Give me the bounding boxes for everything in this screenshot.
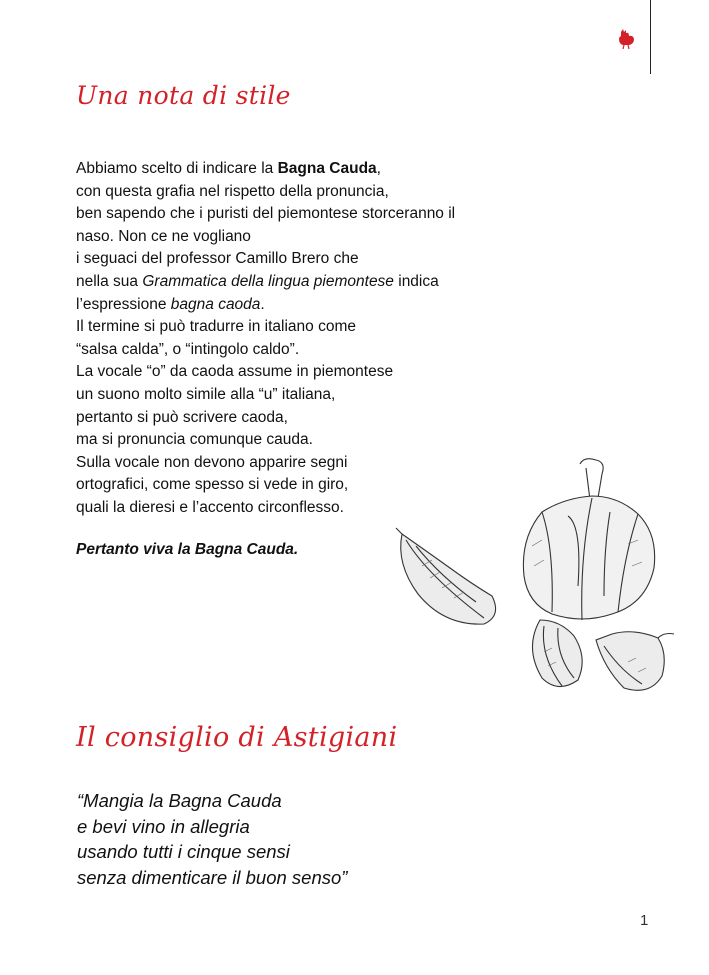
paragraph-line: ma si pronuncia comunque cauda. bbox=[76, 431, 313, 449]
section-title-style-note: Una nota di stile bbox=[76, 81, 291, 110]
paragraph-line: “salsa calda”, o “intingolo caldo”. bbox=[76, 340, 300, 358]
paragraph-line: i seguaci del professor Camillo Brero che bbox=[76, 250, 359, 268]
paragraph-line: naso. Non ce ne vogliano bbox=[76, 227, 251, 245]
quote-line: usando tutti i cinque sensi bbox=[77, 841, 290, 862]
paragraph-line: ortografici, come spesso si vede in giro, bbox=[76, 476, 349, 494]
paragraph-line: ben sapendo che i puristi del piemontese storceranno il bbox=[76, 205, 456, 223]
paragraph-line-1: Abbiamo scelto di indicare la Bagna Cauda, bbox=[76, 160, 381, 177]
paragraph-line-7: l’espressione bagna caoda. bbox=[76, 295, 265, 313]
book-title: Grammatica della lingua piemontese bbox=[142, 272, 394, 290]
paragraph-line: Il termine si può tradurre in italiano come bbox=[76, 318, 356, 336]
paragraph-line-6: nella sua Grammatica della lingua piemontese indica bbox=[76, 272, 439, 290]
paragraph-line: La vocale “o” da caoda assume in piemontese bbox=[76, 363, 394, 381]
paragraph-line: un suono molto simile alla “u” italiana, bbox=[76, 385, 336, 403]
header-divider-line bbox=[650, 0, 651, 74]
paragraph-line: quali la dieresi e l’accento circonflesso. bbox=[76, 498, 344, 516]
bagna-cauda-emphasis: Bagna Cauda bbox=[277, 160, 377, 177]
rooster-icon bbox=[616, 28, 636, 50]
section-title-astigiani-advice: Il consiglio di Astigiani bbox=[76, 722, 398, 753]
quote-line: “Mangia la Bagna Cauda bbox=[77, 790, 282, 811]
astigiani-quote bbox=[77, 788, 347, 890]
paragraph-line: con questa grafia nel rispetto della pronuncia, bbox=[76, 182, 389, 200]
paragraph-line: Sulla vocale non devono apparire segni bbox=[76, 453, 348, 471]
garlic-illustration bbox=[392, 456, 692, 702]
page-number: 1 bbox=[640, 912, 649, 929]
quote-line: senza dimenticare il buon senso” bbox=[77, 866, 348, 888]
term-italic: bagna caoda bbox=[170, 295, 261, 313]
conclusion-text: Pertanto viva la Bagna Cauda. bbox=[76, 541, 299, 558]
paragraph-line: pertanto si può scrivere caoda, bbox=[76, 408, 288, 426]
quote-line: e bevi vino in allegria bbox=[77, 815, 250, 837]
